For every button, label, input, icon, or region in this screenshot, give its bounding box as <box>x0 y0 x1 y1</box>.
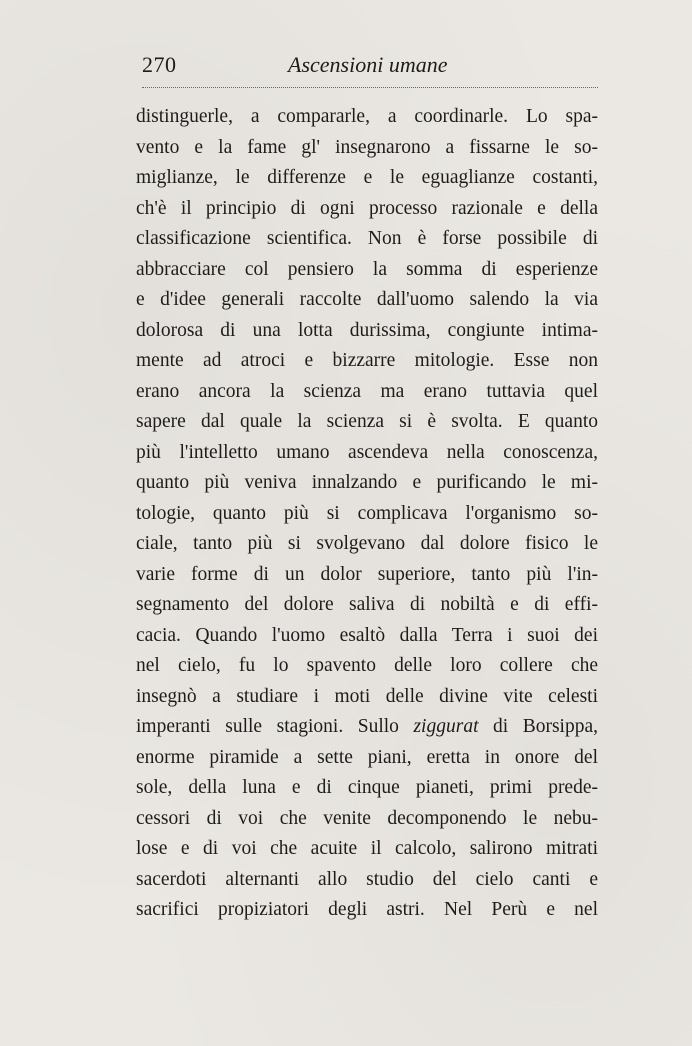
text-line: vento e la fame gl' insegnarono a fissarne le so- <box>136 136 598 158</box>
text-line: ch'è il principio di ogni processo razionale e della <box>136 197 598 219</box>
text-line: cessori di voi che venite decomponendo le nebu- <box>136 807 598 829</box>
page-number: 270 <box>142 52 177 77</box>
text-line-with-italic <box>136 712 598 743</box>
text-segment: imperanti sulle stagioni. Sullo <box>136 716 399 737</box>
text-line: mente ad atroci e bizzarre mitologie. Esse non <box>136 350 598 371</box>
text-line: e d'idee generali raccolte dall'uomo salendo la via <box>136 289 598 310</box>
text-line: classificazione scientifica. Non è forse possibile di <box>136 228 598 249</box>
header-rule <box>142 87 598 88</box>
text-line: enorme piramide a sette piani, eretta in onore del <box>136 746 598 768</box>
text-line: sacrifici propiziatori degli astri. Nel Perù e nel <box>136 899 598 920</box>
italic-term: ziggurat <box>413 716 479 737</box>
text-line: cacia. Quando l'uomo esaltò dalla Terra i suoi dei <box>136 624 598 646</box>
text-line: lose e di voi che acuite il calcolo, salirono mitrati <box>136 838 598 859</box>
page-header <box>142 52 598 82</box>
text-line: distinguerle, a compararle, a coordinarle. Lo spa- <box>136 106 598 127</box>
text-line: erano ancora la scienza ma erano tuttavia quel <box>136 380 598 402</box>
text-line: sole, della luna e di cinque pianeti, primi prede- <box>136 777 598 798</box>
text-line: miglianze, le differenze e le eguaglianze costanti, <box>136 167 598 188</box>
text-line: insegnò a studiare i moti delle divine vite celesti <box>136 685 598 707</box>
text-line: segnamento del dolore saliva di nobiltà e di effi- <box>136 594 598 615</box>
text-line: varie forme di un dolor superiore, tanto più l'in- <box>136 563 598 585</box>
text-line: nel cielo, fu lo spavento delle loro collere che <box>136 655 598 676</box>
text-line: tologie, quanto più si complicava l'organismo so- <box>136 502 598 524</box>
text-line: quanto più veniva innalzando e purificando le mi- <box>136 472 598 493</box>
text-line: ciale, tanto più si svolgevano dal dolore fisico le <box>136 533 598 554</box>
text-line: sapere dal quale la scienza si è svolta. E quanto <box>136 411 598 432</box>
running-title: Ascensioni umane <box>288 52 448 77</box>
text-segment: di Borsippa, <box>493 716 598 737</box>
text-line: sacerdoti alternanti allo studio del cielo canti e <box>136 868 598 890</box>
text-line: abbracciare col pensiero la somma di esperienze <box>136 258 598 280</box>
text-line: dolorosa di una lotta durissima, congiunte intima- <box>136 319 598 341</box>
body-text <box>136 102 598 926</box>
text-line: più l'intelletto umano ascendeva nella conoscenza, <box>136 441 598 463</box>
